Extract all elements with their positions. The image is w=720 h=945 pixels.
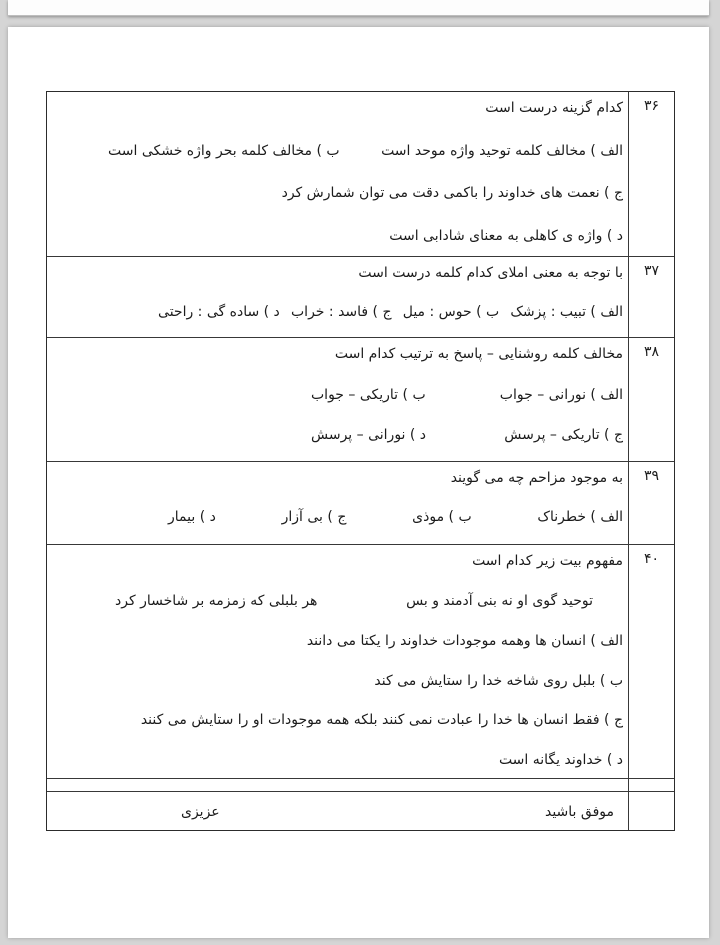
question-number-38: ۳۸ [628, 338, 674, 462]
question-number-36: ۳۶ [628, 92, 674, 256]
options-line [108, 141, 623, 161]
footer-line [181, 802, 614, 822]
question-text-36: کدام گزینه درست است [485, 100, 623, 116]
question-content-40 [47, 545, 628, 778]
verse-left-hemistich: هر بلبلی که زمزمه بر شاخسار کرد [115, 593, 318, 610]
question-text-39: به موجود مزاحم چه می گویند [450, 470, 623, 487]
option-c: ج ) فقط انسان ها خدا را عبادت نمی کنند بلکه همه موجودات او را ستایش می کنند [140, 712, 623, 729]
question-row-36 [47, 92, 674, 256]
option-c: ج ) تاریکی – پرسش [504, 427, 623, 444]
option-b: ب ) مخالف کلمه بحر واژه خشکی است [108, 142, 340, 159]
footer-number-cell [628, 792, 674, 830]
option-b: ب ) تاریکی – جواب [311, 386, 426, 403]
options-line [311, 385, 623, 405]
option-a: الف ) مخالف کلمه توحید واژه موحد است [381, 142, 623, 159]
exam-page [8, 27, 709, 938]
previous-page-edge [8, 0, 709, 16]
question-content-38 [47, 338, 628, 462]
verse-right-hemistich: توحید گوی او نه بنی آدمند و بس [406, 593, 593, 610]
question-row-38 [47, 337, 674, 462]
option-a: الف ) انسان ها وهمه موجودات خداوند را یکتا می دانند [306, 632, 623, 649]
option-d: د ) خداوند یگانه است [498, 752, 623, 769]
question-text-38: مخالف کلمه روشنایی – پاسخ به ترتیب کدام است [334, 345, 623, 362]
signature-text: عزیزی [181, 804, 220, 821]
option-a: الف ) نورانی – جواب [499, 386, 623, 403]
spacer-row [47, 778, 674, 791]
options-line [311, 425, 623, 445]
good-luck-text: موفق باشید [544, 804, 614, 821]
exam-table [46, 91, 675, 831]
option-a: الف ) تبیب : پزشک [510, 303, 623, 320]
option-c: ج ) نعمت های خداوند را باکمی دقت می توان شمارش کرد [281, 185, 623, 202]
option-d: د ) نورانی – پرسش [311, 427, 427, 444]
question-number-37: ۳۷ [628, 257, 674, 337]
question-row-39 [47, 461, 674, 544]
question-content-36 [47, 92, 628, 256]
verse-line [115, 591, 593, 611]
question-content-37 [47, 257, 628, 337]
option-d: د ) واژه ی کاهلی به معنای شادابی است [389, 227, 623, 244]
question-row-37 [47, 256, 674, 337]
question-content-39 [47, 462, 628, 544]
option-b: ب ) موذی [412, 509, 472, 526]
question-text-37: با توجه به معنی املای کدام کلمه درست است [358, 264, 623, 281]
question-row-40 [47, 544, 674, 778]
footer-content [47, 792, 628, 830]
question-number-40: ۴۰ [628, 545, 674, 778]
option-b: ب ) حوس : میل [402, 303, 500, 320]
option-d: د ) ساده گی : راحتی [158, 303, 280, 320]
option-a: الف ) خطرناک [537, 509, 623, 526]
question-text-40: مفهوم بیت زیر کدام است [472, 553, 623, 570]
spacer-number-cell [628, 779, 674, 791]
options-line [168, 507, 623, 527]
option-c: ج ) بی آزار [281, 509, 347, 526]
footer-row [47, 791, 674, 830]
option-c: ج ) فاسد : خراب [291, 303, 392, 320]
option-b: ب ) بلبل روی شاخه خدا را ستایش می کند [374, 672, 623, 689]
option-d: د ) بیمار [168, 509, 216, 526]
question-number-39: ۳۹ [628, 462, 674, 544]
options-line [158, 302, 623, 322]
